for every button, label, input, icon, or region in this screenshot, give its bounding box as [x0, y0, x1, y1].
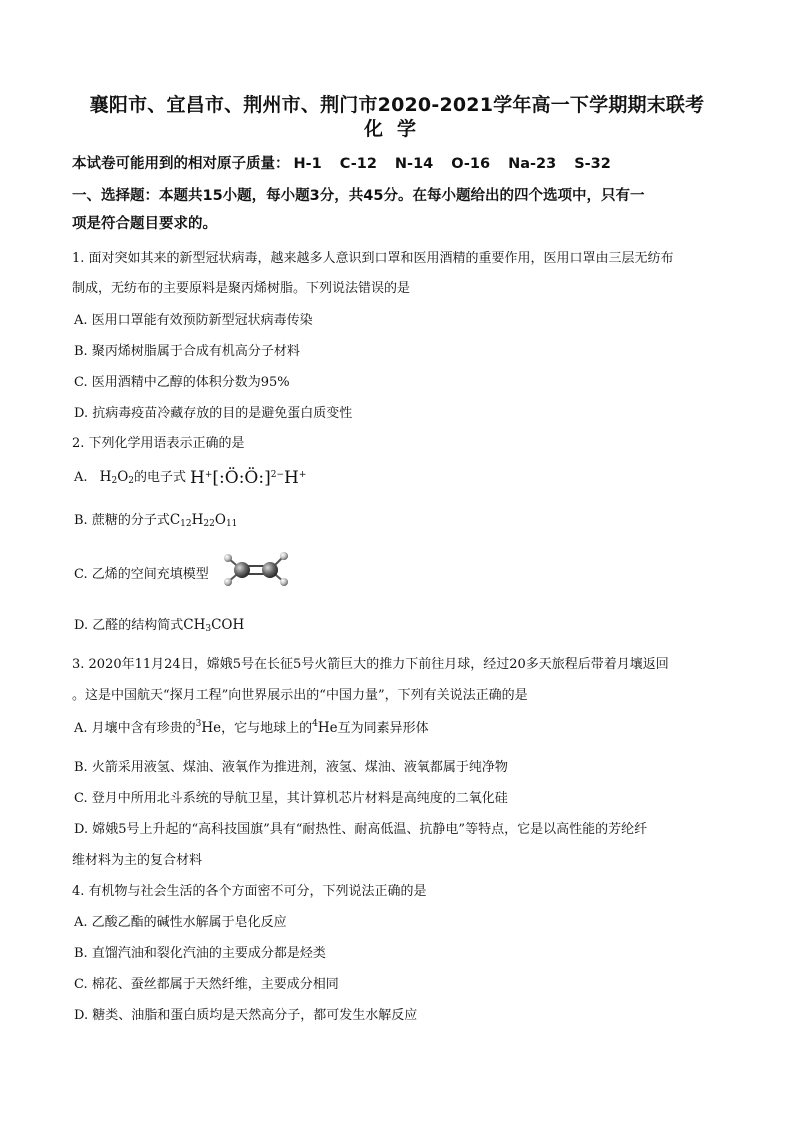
- q1-stem-line1: 1. 面对突如其来的新型冠状病毒，越来越多人意识到口罩和医用酒精的重要作用，医用口罩由三层无纺布: [72, 251, 674, 266]
- carbon-atom-2: [262, 562, 278, 578]
- electron-bracket: [:Ö:Ö:]: [212, 467, 271, 488]
- q2-a-text: 的电子式: [134, 470, 187, 485]
- q2-option-b: [74, 509, 237, 529]
- q3-a-he4-mass: 4: [312, 719, 318, 729]
- q3-option-d-line1: D. 嫦娥5号上升起的“高科技国旗”具有“耐热性、耐高低温、抗静电”等特点，它是以高性能的芳纶纤: [74, 822, 648, 837]
- q3-option-c: C. 登月中所用北斗系统的导航卫星，其计算机芯片材料是高纯度的二氧化硅: [74, 791, 508, 806]
- mass-o: O-16: [451, 156, 491, 172]
- sucrose-c: C: [169, 512, 181, 528]
- q4-option-c: C. 棉花、蚕丝都属于天然纤维，主要成分相同: [74, 977, 339, 992]
- sucrose-o: O: [214, 512, 226, 528]
- q2-a-h: H: [99, 469, 112, 485]
- q2-a-sub2: 2: [128, 476, 134, 486]
- section1-heading-line1: 一、选择题：本题共15小题，每小题3分，共45分。在每小题给出的四个选项中，只有一: [72, 188, 645, 204]
- q4-option-d: D. 糖类、油脂和蛋白质均是天然高分子，都可发生水解反应: [74, 1008, 418, 1023]
- acetaldehyde-sub: 3: [205, 624, 212, 634]
- q3-a-he3: He: [201, 720, 222, 736]
- q2-option-a: [74, 466, 306, 488]
- q2-option-d: [74, 614, 244, 634]
- q2-d-text: D. 乙醛的结构简式: [74, 618, 184, 633]
- q3-a-he3-mass: 3: [195, 719, 202, 729]
- exam-title: 襄阳市、宜昌市、荆州市、荆门市2020-2021学年高一下学期期末联考: [89, 94, 705, 116]
- q3-stem-line2: 。这是中国航天“探月工程”向世界展示出的“中国力量”，下列有关说法正确的是: [72, 688, 528, 703]
- mass-na: Na-23: [508, 156, 557, 172]
- electron-charge: 2−: [270, 469, 284, 480]
- q3-option-a: [74, 717, 429, 736]
- electron-formula: [190, 468, 306, 488]
- mass-h: H-1: [293, 156, 322, 172]
- q2-a-sub1: 2: [111, 476, 118, 486]
- q3-stem-line1: 3. 2020年11月24日，嫦娥5号在长征5号火箭巨大的推力下前往月球，经过20多天旅程后带着月壤返回: [72, 657, 669, 672]
- electron-plus1: +: [204, 469, 213, 480]
- q3-a-post: 互为同素异形体: [337, 721, 429, 736]
- q2-b-text: B. 蔗糖的分子式: [74, 513, 170, 528]
- exam-subject: 化学: [363, 118, 430, 140]
- q1-stem-line2: 制成，无纺布的主要原料是聚丙烯树脂。下列说法错误的是: [72, 281, 411, 296]
- acetaldehyde-ch: CH: [183, 617, 206, 633]
- sucrose-h: H: [191, 512, 204, 528]
- q1-option-b: B. 聚丙烯树脂属于合成有机高分子材料: [74, 344, 300, 359]
- q4-stem: 4. 有机物与社会生活的各个方面密不可分，下列说法正确的是: [72, 884, 427, 899]
- ethylene-space-filling-model: [222, 548, 302, 590]
- q3-option-d-line2: 维材料为主的复合材料: [72, 853, 203, 868]
- mass-n: N-14: [394, 156, 434, 172]
- q2-a-h2o2-formula: [100, 469, 134, 485]
- mass-c: C-12: [339, 156, 377, 172]
- electron-h1: H: [190, 467, 205, 488]
- q3-a-pre: A. 月壤中含有珍贵的: [74, 721, 196, 736]
- q4-option-b: B. 直馏汽油和裂化汽油的主要成分都是烃类: [74, 946, 326, 961]
- hydrogen-atom-1: [224, 554, 232, 562]
- sucrose-c-sub: 12: [180, 519, 192, 529]
- q2-a-label: A.: [74, 470, 88, 485]
- electron-h2: H: [284, 467, 299, 488]
- q1-option-c: C. 医用酒精中乙醇的体积分数为95%: [74, 375, 290, 390]
- q4-option-a: A. 乙酸乙酯的碱性水解属于皂化反应: [74, 915, 287, 930]
- q1-option-a: A. 医用口罩能有效预防新型冠状病毒传染: [74, 313, 313, 328]
- acetaldehyde-formula: [183, 617, 244, 633]
- atomic-masses-label: 本试卷可能用到的相对原子质量：: [72, 156, 290, 172]
- q2-a-o: O: [117, 469, 129, 485]
- acetaldehyde-coh: COH: [211, 617, 245, 633]
- hydrogen-atom-3: [280, 552, 288, 560]
- q2-option-c: C. 乙烯的空间充填模型: [74, 567, 209, 582]
- atomic-masses-line: [72, 152, 629, 173]
- q2-stem: 2. 下列化学用语表示正确的是: [72, 436, 245, 451]
- hydrogen-atom-2: [224, 578, 232, 586]
- mass-s: S-32: [574, 156, 611, 172]
- hydrogen-atom-4: [280, 578, 288, 586]
- sucrose-o-sub: 11: [225, 519, 238, 529]
- q3-option-b: B. 火箭采用液氢、煤油、液氧作为推进剂，液氢、煤油、液氧都属于纯净物: [74, 760, 508, 775]
- q1-option-d: D. 抗病毒疫苗冷藏存放的目的是避免蛋白质变性: [74, 406, 353, 421]
- sucrose-h-sub: 22: [203, 519, 215, 529]
- section1-heading-line2: 项是符合题目要求的。: [72, 216, 217, 232]
- q3-a-mid: ，它与地球上的: [221, 721, 313, 736]
- carbon-atom-1: [234, 562, 250, 578]
- q3-a-he4: He: [317, 720, 338, 736]
- electron-plus2: +: [298, 469, 307, 480]
- sucrose-formula: [170, 512, 238, 528]
